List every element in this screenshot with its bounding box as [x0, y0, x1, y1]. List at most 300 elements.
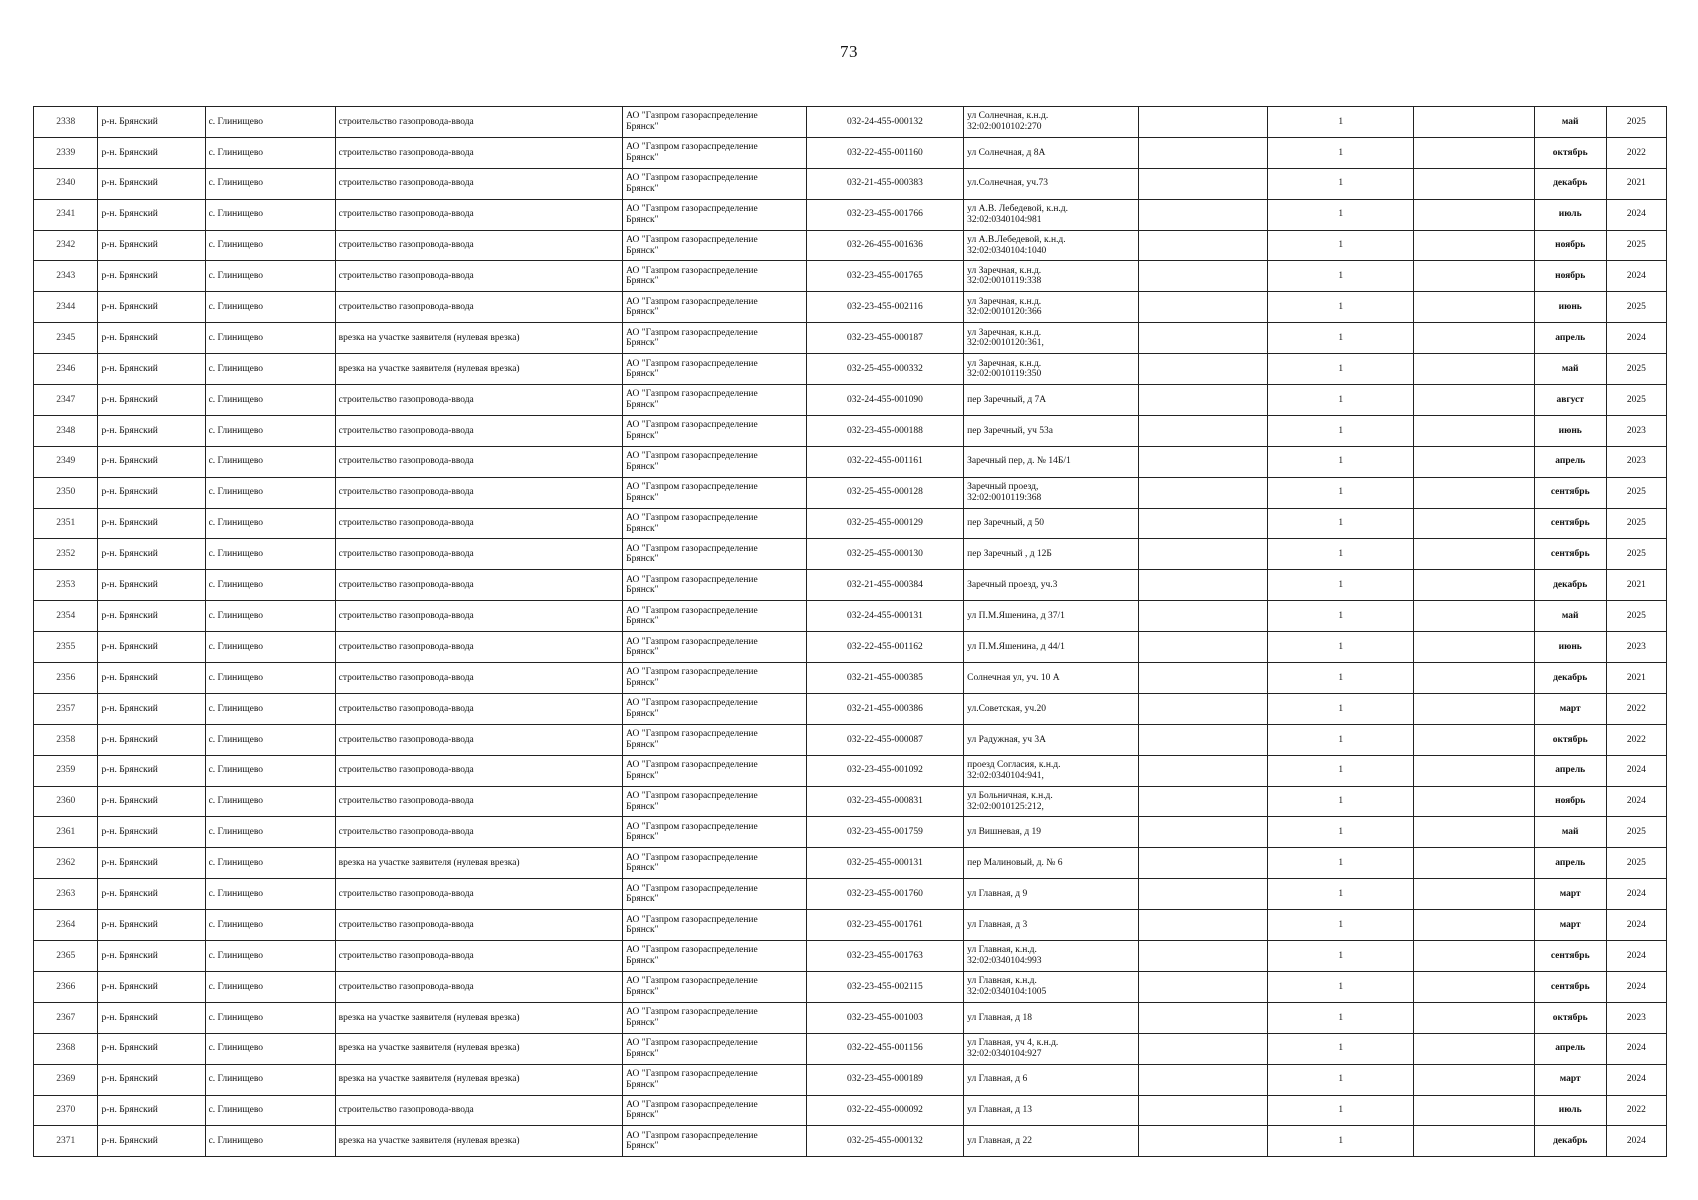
organization-cell-line: Брянск" — [626, 1017, 659, 1028]
quantity-cell: 1 — [1267, 971, 1413, 1002]
month-cell: сентябрь — [1534, 508, 1606, 539]
month-cell: май — [1534, 817, 1606, 848]
district-cell: р-н. Брянский — [98, 137, 205, 168]
organization-cell-line: Брянск" — [626, 276, 659, 287]
village-cell: с. Глинищево — [205, 693, 335, 724]
quantity-cell: 1 — [1267, 601, 1413, 632]
application-number-cell: 032-23-455-001761 — [806, 910, 963, 941]
application-number-cell: 032-23-455-000188 — [806, 415, 963, 446]
organization-cell — [623, 1002, 807, 1033]
table-row — [34, 230, 1667, 261]
year-cell: 2024 — [1606, 1126, 1666, 1157]
organization-cell-line: Брянск" — [626, 1048, 659, 1059]
organization-cell-line: АО "Газпром газораспределение — [626, 667, 758, 678]
work-type-cell: строительство газопровода-ввода — [335, 601, 622, 632]
district-cell: р-н. Брянский — [98, 230, 205, 261]
month-cell: ноябрь — [1534, 786, 1606, 817]
organization-cell-line: АО "Газпром газораспределение — [626, 1130, 758, 1141]
empty-cell — [1414, 848, 1534, 879]
organization-cell — [623, 848, 807, 879]
row-number: 2343 — [34, 261, 98, 292]
organization-cell — [623, 570, 807, 601]
month-cell: октябрь — [1534, 137, 1606, 168]
organization-cell-line: Брянск" — [626, 523, 659, 534]
district-cell: р-н. Брянский — [98, 261, 205, 292]
village-cell: с. Глинищево — [205, 879, 335, 910]
month-cell: декабрь — [1534, 1126, 1606, 1157]
village-cell: с. Глинищево — [205, 1064, 335, 1095]
address-cell — [964, 539, 1139, 570]
district-cell: р-н. Брянский — [98, 539, 205, 570]
quantity-cell: 1 — [1267, 168, 1413, 199]
application-number-cell: 032-22-455-000087 — [806, 724, 963, 755]
organization-cell-line: Брянск" — [626, 1079, 659, 1090]
organization-cell — [623, 601, 807, 632]
address-cell — [964, 1033, 1139, 1064]
organization-cell-line: АО "Газпром газораспределение — [626, 605, 758, 616]
village-cell: с. Глинищево — [205, 539, 335, 570]
address-cell — [964, 1126, 1139, 1157]
organization-cell-line: АО "Газпром газораспределение — [626, 389, 758, 400]
row-number: 2345 — [34, 323, 98, 354]
empty-cell — [1139, 663, 1268, 694]
organization-cell — [623, 1033, 807, 1064]
organization-cell — [623, 879, 807, 910]
empty-cell — [1414, 199, 1534, 230]
address-cell-line: ул Главная, д 22 — [967, 1136, 1032, 1147]
address-cell-line: пер Заречный, д 50 — [967, 518, 1045, 529]
village-cell: с. Глинищево — [205, 446, 335, 477]
organization-cell — [623, 137, 807, 168]
empty-cell — [1414, 415, 1534, 446]
address-cell-line: 32:02:0340104:1040 — [967, 245, 1047, 256]
address-cell-line: 32:02:0010119:368 — [967, 492, 1042, 503]
address-cell — [964, 508, 1139, 539]
row-number: 2354 — [34, 601, 98, 632]
empty-cell — [1414, 1064, 1534, 1095]
address-cell-line: ул Вишневая, д 19 — [967, 827, 1042, 838]
quantity-cell: 1 — [1267, 817, 1413, 848]
application-number-cell: 032-23-455-001003 — [806, 1002, 963, 1033]
village-cell: с. Глинищево — [205, 137, 335, 168]
empty-cell — [1139, 1033, 1268, 1064]
address-cell-line: ул П.М.Яшенина, д 37/1 — [967, 610, 1065, 621]
district-cell: р-н. Брянский — [98, 879, 205, 910]
organization-cell-line: Брянск" — [626, 183, 659, 194]
organization-cell — [623, 1126, 807, 1157]
village-cell: с. Глинищево — [205, 817, 335, 848]
empty-cell — [1139, 508, 1268, 539]
quantity-cell: 1 — [1267, 663, 1413, 694]
organization-cell-line: Брянск" — [626, 399, 659, 410]
organization-cell — [623, 385, 807, 416]
organization-cell — [623, 168, 807, 199]
address-cell-line: Заречный проезд, уч.3 — [967, 580, 1058, 591]
organization-cell-line: АО "Газпром газораспределение — [626, 451, 758, 462]
organization-cell — [623, 199, 807, 230]
application-number-cell: 032-21-455-000386 — [806, 693, 963, 724]
address-cell — [964, 786, 1139, 817]
month-cell: март — [1534, 910, 1606, 941]
table-row — [34, 446, 1667, 477]
month-cell: май — [1534, 354, 1606, 385]
empty-cell — [1139, 323, 1268, 354]
village-cell: с. Глинищево — [205, 261, 335, 292]
application-number-cell: 032-25-455-000131 — [806, 848, 963, 879]
empty-cell — [1139, 199, 1268, 230]
month-cell: август — [1534, 385, 1606, 416]
address-cell — [964, 879, 1139, 910]
table-row — [34, 168, 1667, 199]
row-number: 2370 — [34, 1095, 98, 1126]
application-number-cell: 032-23-455-001763 — [806, 941, 963, 972]
address-cell — [964, 477, 1139, 508]
row-number: 2347 — [34, 385, 98, 416]
empty-cell — [1414, 539, 1534, 570]
address-cell-line: ул П.М.Яшенина, д 44/1 — [967, 641, 1065, 652]
year-cell: 2023 — [1606, 632, 1666, 663]
address-cell — [964, 168, 1139, 199]
empty-cell — [1139, 879, 1268, 910]
year-cell: 2025 — [1606, 230, 1666, 261]
address-cell — [964, 107, 1139, 138]
work-type-cell: строительство газопровода-ввода — [335, 941, 622, 972]
table-row — [34, 415, 1667, 446]
table-row — [34, 354, 1667, 385]
table-row — [34, 1095, 1667, 1126]
year-cell: 2025 — [1606, 539, 1666, 570]
organization-cell-line: АО "Газпром газораспределение — [626, 543, 758, 554]
month-cell: декабрь — [1534, 570, 1606, 601]
empty-cell — [1414, 632, 1534, 663]
work-type-cell: строительство газопровода-ввода — [335, 910, 622, 941]
application-number-cell: 032-24-455-001090 — [806, 385, 963, 416]
address-cell-line: 32:02:0010120:366 — [967, 307, 1042, 318]
organization-cell — [623, 632, 807, 663]
organization-cell-line: АО "Газпром газораспределение — [626, 1038, 758, 1049]
address-cell-line: ул Больничная, к.н.д. — [967, 791, 1053, 802]
address-cell — [964, 354, 1139, 385]
village-cell: с. Глинищево — [205, 601, 335, 632]
organization-cell-line: АО "Газпром газораспределение — [626, 420, 758, 431]
district-cell: р-н. Брянский — [98, 724, 205, 755]
district-cell: р-н. Брянский — [98, 292, 205, 323]
organization-cell — [623, 477, 807, 508]
address-cell-line: ул Главная, к.н.д. — [967, 945, 1037, 956]
quantity-cell: 1 — [1267, 477, 1413, 508]
address-cell — [964, 323, 1139, 354]
address-cell-line: 32:02:0010119:338 — [967, 276, 1042, 287]
village-cell: с. Глинищево — [205, 570, 335, 601]
work-type-cell: строительство газопровода-ввода — [335, 199, 622, 230]
year-cell: 2024 — [1606, 910, 1666, 941]
address-cell — [964, 199, 1139, 230]
year-cell: 2023 — [1606, 1002, 1666, 1033]
address-cell-line: ул Радужная, уч 3А — [967, 734, 1047, 745]
quantity-cell: 1 — [1267, 1126, 1413, 1157]
work-type-cell: строительство газопровода-ввода — [335, 508, 622, 539]
address-cell-line: 32:02:0340104:1005 — [967, 986, 1047, 997]
work-type-cell: строительство газопровода-ввода — [335, 879, 622, 910]
empty-cell — [1414, 1126, 1534, 1157]
organization-cell — [623, 539, 807, 570]
work-type-cell: врезка на участке заявителя (нулевая врезка) — [335, 1002, 622, 1033]
row-number: 2348 — [34, 415, 98, 446]
organization-cell-line: АО "Газпром газораспределение — [626, 111, 758, 122]
empty-cell — [1139, 137, 1268, 168]
address-cell — [964, 663, 1139, 694]
organization-cell-line: АО "Газпром газораспределение — [626, 358, 758, 369]
empty-cell — [1139, 539, 1268, 570]
organization-cell-line: Брянск" — [626, 986, 659, 997]
year-cell: 2022 — [1606, 137, 1666, 168]
work-type-cell: строительство газопровода-ввода — [335, 415, 622, 446]
organization-cell-line: АО "Газпром газораспределение — [626, 821, 758, 832]
organization-cell-line: Брянск" — [626, 121, 659, 132]
month-cell: апрель — [1534, 848, 1606, 879]
empty-cell — [1414, 168, 1534, 199]
organization-cell — [623, 354, 807, 385]
month-cell: июль — [1534, 1095, 1606, 1126]
district-cell: р-н. Брянский — [98, 755, 205, 786]
village-cell: с. Глинищево — [205, 848, 335, 879]
quantity-cell: 1 — [1267, 415, 1413, 446]
application-number-cell: 032-25-455-000132 — [806, 1126, 963, 1157]
address-cell — [964, 230, 1139, 261]
application-number-cell: 032-24-455-000132 — [806, 107, 963, 138]
month-cell: сентябрь — [1534, 971, 1606, 1002]
organization-cell — [623, 724, 807, 755]
table-row — [34, 724, 1667, 755]
empty-cell — [1139, 786, 1268, 817]
organization-cell — [623, 508, 807, 539]
village-cell: с. Глинищево — [205, 107, 335, 138]
address-cell — [964, 848, 1139, 879]
quantity-cell: 1 — [1267, 323, 1413, 354]
address-cell-line: пер Заречный, уч 53а — [967, 425, 1053, 436]
address-cell — [964, 385, 1139, 416]
quantity-cell: 1 — [1267, 446, 1413, 477]
month-cell: декабрь — [1534, 663, 1606, 694]
register-table — [33, 106, 1667, 1157]
table-row — [34, 261, 1667, 292]
address-cell-line: ул Заречная, к.н.д. — [967, 265, 1042, 276]
organization-cell-line: АО "Газпром газораспределение — [626, 945, 758, 956]
row-number: 2362 — [34, 848, 98, 879]
quantity-cell: 1 — [1267, 724, 1413, 755]
district-cell: р-н. Брянский — [98, 199, 205, 230]
organization-cell-line: Брянск" — [626, 338, 659, 349]
quantity-cell: 1 — [1267, 199, 1413, 230]
address-cell — [964, 971, 1139, 1002]
quantity-cell: 1 — [1267, 848, 1413, 879]
organization-cell-line: Брянск" — [626, 1141, 659, 1152]
organization-cell-line: АО "Газпром газораспределение — [626, 1099, 758, 1110]
work-type-cell: строительство газопровода-ввода — [335, 539, 622, 570]
row-number: 2350 — [34, 477, 98, 508]
empty-cell — [1414, 601, 1534, 632]
work-type-cell: врезка на участке заявителя (нулевая врезка) — [335, 1126, 622, 1157]
empty-cell — [1139, 385, 1268, 416]
quantity-cell: 1 — [1267, 941, 1413, 972]
empty-cell — [1139, 292, 1268, 323]
organization-cell-line: Брянск" — [626, 585, 659, 596]
village-cell: с. Глинищево — [205, 354, 335, 385]
address-cell-line: Заречный проезд, — [967, 482, 1039, 493]
empty-cell — [1139, 601, 1268, 632]
empty-cell — [1414, 817, 1534, 848]
organization-cell-line: АО "Газпром газораспределение — [626, 173, 758, 184]
month-cell: июль — [1534, 199, 1606, 230]
year-cell: 2024 — [1606, 941, 1666, 972]
organization-cell-line: АО "Газпром газораспределение — [626, 760, 758, 771]
work-type-cell: строительство газопровода-ввода — [335, 107, 622, 138]
empty-cell — [1139, 1002, 1268, 1033]
organization-cell — [623, 755, 807, 786]
address-cell — [964, 693, 1139, 724]
application-number-cell: 032-22-455-001156 — [806, 1033, 963, 1064]
quantity-cell: 1 — [1267, 354, 1413, 385]
address-cell-line: ул.Солнечная, уч.73 — [967, 178, 1048, 189]
village-cell: с. Глинищево — [205, 1095, 335, 1126]
address-cell-line: ул Заречная, к.н.д. — [967, 327, 1042, 338]
district-cell: р-н. Брянский — [98, 601, 205, 632]
application-number-cell: 032-23-455-000831 — [806, 786, 963, 817]
month-cell: июнь — [1534, 415, 1606, 446]
address-cell-line: ул.Советская, уч.20 — [967, 703, 1047, 714]
address-cell — [964, 632, 1139, 663]
quantity-cell: 1 — [1267, 385, 1413, 416]
organization-cell-line: Брянск" — [626, 307, 659, 318]
row-number: 2339 — [34, 137, 98, 168]
month-cell: июнь — [1534, 292, 1606, 323]
row-number: 2342 — [34, 230, 98, 261]
quantity-cell: 1 — [1267, 1064, 1413, 1095]
village-cell: с. Глинищево — [205, 941, 335, 972]
empty-cell — [1414, 477, 1534, 508]
district-cell: р-н. Брянский — [98, 354, 205, 385]
empty-cell — [1414, 1095, 1534, 1126]
organization-cell-line: Брянск" — [626, 461, 659, 472]
organization-cell — [623, 941, 807, 972]
village-cell: с. Глинищево — [205, 663, 335, 694]
month-cell: ноябрь — [1534, 261, 1606, 292]
year-cell: 2025 — [1606, 477, 1666, 508]
row-number: 2368 — [34, 1033, 98, 1064]
empty-cell — [1414, 261, 1534, 292]
table-row — [34, 570, 1667, 601]
row-number: 2341 — [34, 199, 98, 230]
quantity-cell: 1 — [1267, 137, 1413, 168]
work-type-cell: строительство газопровода-ввода — [335, 632, 622, 663]
empty-cell — [1414, 879, 1534, 910]
empty-cell — [1139, 168, 1268, 199]
table-row — [34, 385, 1667, 416]
quantity-cell: 1 — [1267, 1002, 1413, 1033]
address-cell-line: 32:02:0010102:270 — [967, 121, 1042, 132]
district-cell: р-н. Брянский — [98, 323, 205, 354]
empty-cell — [1414, 385, 1534, 416]
month-cell: апрель — [1534, 446, 1606, 477]
quantity-cell: 1 — [1267, 632, 1413, 663]
quantity-cell: 1 — [1267, 508, 1413, 539]
month-cell: май — [1534, 601, 1606, 632]
organization-cell-line: Брянск" — [626, 1110, 659, 1121]
empty-cell — [1414, 354, 1534, 385]
row-number: 2364 — [34, 910, 98, 941]
row-number: 2352 — [34, 539, 98, 570]
work-type-cell: строительство газопровода-ввода — [335, 137, 622, 168]
table-row — [34, 879, 1667, 910]
empty-cell — [1139, 971, 1268, 1002]
address-cell — [964, 724, 1139, 755]
empty-cell — [1139, 693, 1268, 724]
district-cell: р-н. Брянский — [98, 910, 205, 941]
organization-cell-line: АО "Газпром газораспределение — [626, 698, 758, 709]
organization-cell-line: Брянск" — [626, 770, 659, 781]
organization-cell-line: Брянск" — [626, 832, 659, 843]
table-row — [34, 971, 1667, 1002]
month-cell: июнь — [1534, 632, 1606, 663]
organization-cell-line: Брянск" — [626, 554, 659, 565]
district-cell: р-н. Брянский — [98, 446, 205, 477]
empty-cell — [1414, 446, 1534, 477]
address-cell-line: 32:02:0010125:212, — [967, 801, 1044, 812]
year-cell: 2024 — [1606, 199, 1666, 230]
quantity-cell: 1 — [1267, 910, 1413, 941]
district-cell: р-н. Брянский — [98, 848, 205, 879]
application-number-cell: 032-22-455-001162 — [806, 632, 963, 663]
district-cell: р-н. Брянский — [98, 1033, 205, 1064]
district-cell: р-н. Брянский — [98, 1002, 205, 1033]
village-cell: с. Глинищево — [205, 292, 335, 323]
table-row — [34, 601, 1667, 632]
district-cell: р-н. Брянский — [98, 941, 205, 972]
empty-cell — [1414, 724, 1534, 755]
organization-cell-line: Брянск" — [626, 245, 659, 256]
address-cell-line: 32:02:0010119:350 — [967, 369, 1042, 380]
organization-cell — [623, 1095, 807, 1126]
organization-cell — [623, 910, 807, 941]
address-cell-line: ул Главная, к.н.д. — [967, 976, 1037, 987]
work-type-cell: строительство газопровода-ввода — [335, 971, 622, 1002]
empty-cell — [1414, 230, 1534, 261]
organization-cell-line: АО "Газпром газораспределение — [626, 914, 758, 925]
organization-cell-line: АО "Газпром газораспределение — [626, 791, 758, 802]
address-cell — [964, 137, 1139, 168]
work-type-cell: строительство газопровода-ввода — [335, 1095, 622, 1126]
address-cell-line: ул Заречная, к.н.д. — [967, 296, 1042, 307]
table-row — [34, 755, 1667, 786]
year-cell: 2023 — [1606, 446, 1666, 477]
year-cell: 2024 — [1606, 971, 1666, 1002]
table-row — [34, 693, 1667, 724]
month-cell: март — [1534, 879, 1606, 910]
month-cell: май — [1534, 107, 1606, 138]
organization-cell-line: Брянск" — [626, 955, 659, 966]
month-cell: октябрь — [1534, 1002, 1606, 1033]
organization-cell — [623, 786, 807, 817]
organization-cell-line: АО "Газпром газораспределение — [626, 142, 758, 153]
month-cell: апрель — [1534, 755, 1606, 786]
district-cell: р-н. Брянский — [98, 817, 205, 848]
empty-cell — [1414, 292, 1534, 323]
application-number-cell: 032-23-455-001760 — [806, 879, 963, 910]
quantity-cell: 1 — [1267, 1095, 1413, 1126]
district-cell: р-н. Брянский — [98, 1064, 205, 1095]
address-cell-line: Заречный пер, д. № 14Б/1 — [967, 456, 1071, 467]
table-row — [34, 1033, 1667, 1064]
